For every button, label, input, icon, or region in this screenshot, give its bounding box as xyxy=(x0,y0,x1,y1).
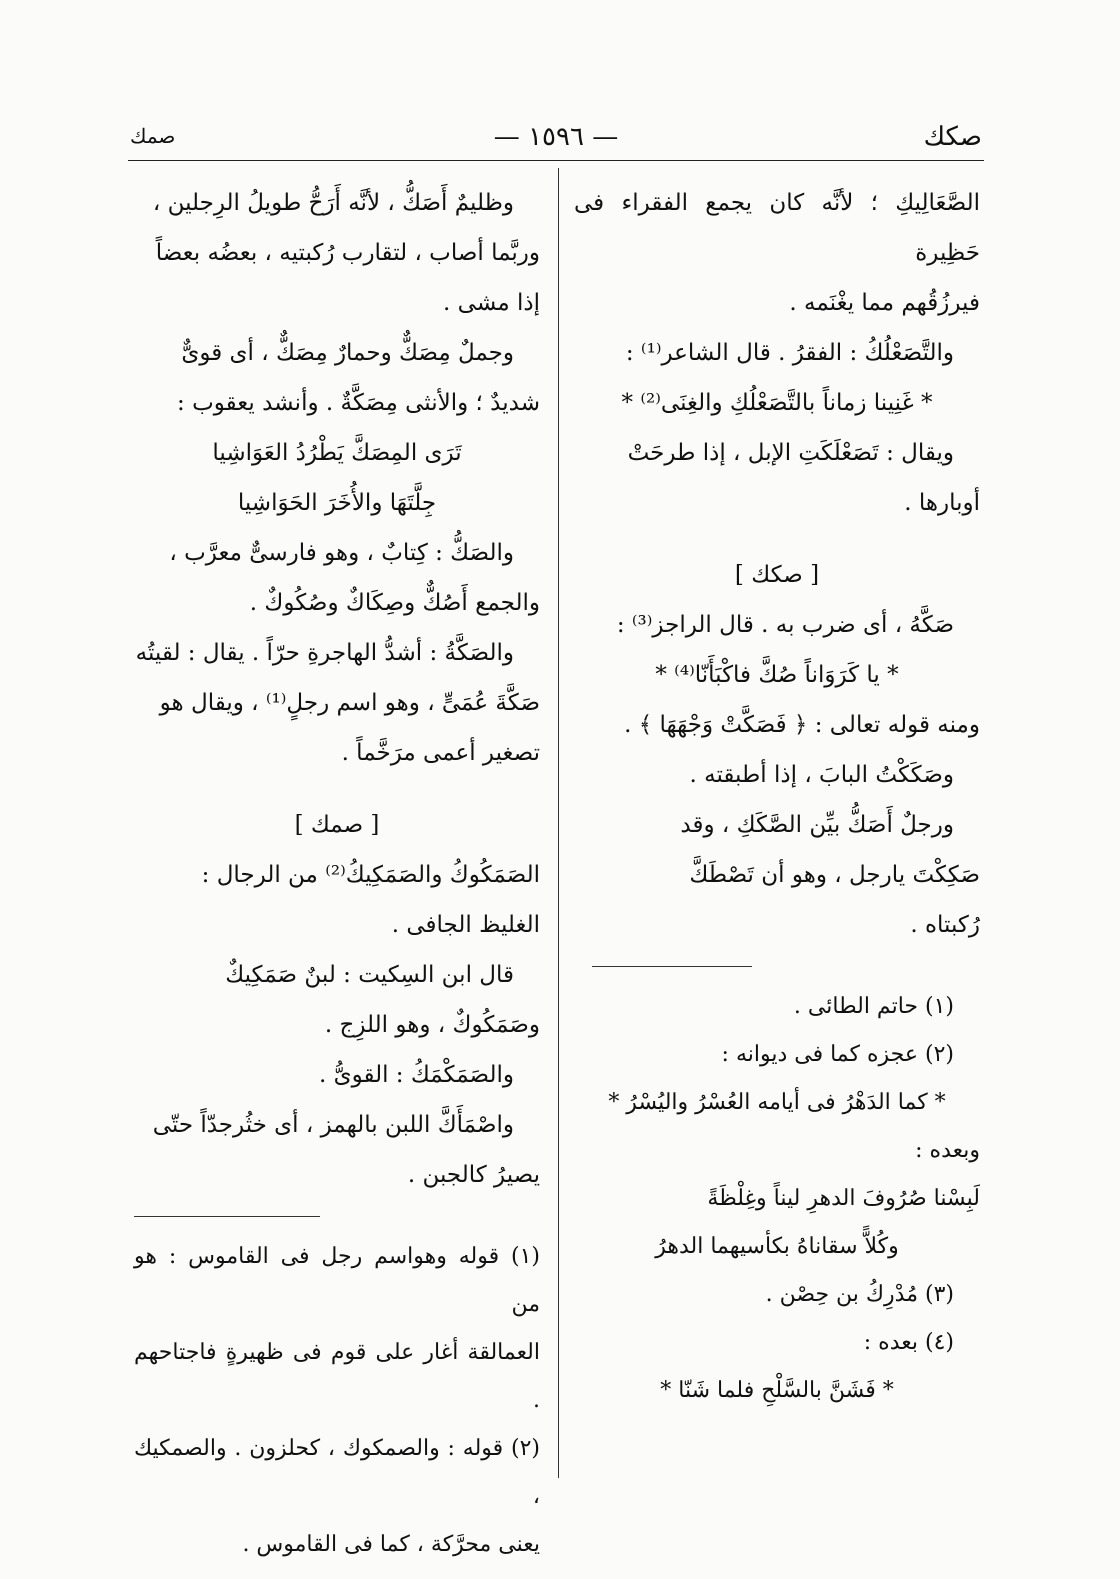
text-line: الصَمَكُوكُ والصَمَكِيكُ⁽²⁾ من الرجال : xyxy=(201,862,540,888)
footnote: (٢) قوله : والصمكوك ، كحلزون . والصمكيك ، xyxy=(134,1436,540,1509)
header-rule xyxy=(128,160,984,161)
text-line: صَكَّةَ عُمَىٍّ ، وهو اسم رجلٍ⁽¹⁾ ، ويقال هو xyxy=(159,690,540,716)
text-line: تصغير أعمى مرَخَّماً . xyxy=(341,740,540,766)
text-line: إذا مشى . xyxy=(443,290,540,316)
footnote: العمالقة أغار على قوم فى ظهيرةٍ فاجتاحهم . xyxy=(134,1340,540,1413)
footnote-verse: * كما الدَهْرُ فى أيامه العُسْرُ واليُسْرُ * xyxy=(608,1090,946,1115)
footnote: (١) حاتم الطائى . xyxy=(793,994,954,1019)
text-line: ويقال : تَصَعْلَكَتِ الإبل ، إذا طرحَتْ xyxy=(627,440,954,466)
page-number: — ١٥٩٦ — xyxy=(493,122,619,152)
text-line: رُكبتاه . xyxy=(910,912,980,938)
page-header xyxy=(130,122,982,158)
footnote: (٤) بعده : xyxy=(863,1330,954,1355)
text-line: والصَكُّ : كِتابٌ ، وهو فارسىٌّ معرَّب ، xyxy=(169,540,514,566)
text-line: قال ابن السِكيت : لبنٌ صَمَكِيكٌ xyxy=(225,962,514,988)
footnote: وبعده : xyxy=(915,1138,980,1163)
text-line: والصَمَكْمَكُ : القوىُّ . xyxy=(318,1062,514,1088)
text-line: وظليمٌ أَصَكُّ ، لأنَّه أَرَحُّ طويلُ الرِجلين ، xyxy=(152,190,514,216)
text-line: الصَّعَالِيكِ ؛ لأنَّه كان يجمع الفقراء فى حَظِيرة xyxy=(574,190,980,266)
header-right-word: صكك xyxy=(923,122,982,152)
verse-line: جِلَّتَهَا والأُخَرَ الحَوَاشِيا xyxy=(237,490,437,516)
footnote: (٢) عجزه كما فى ديوانه : xyxy=(721,1042,954,1067)
left-column xyxy=(134,178,540,1569)
footnote: (١) قوله وهواسم رجل فى القاموس : هو من xyxy=(134,1244,540,1317)
footnote-verse: لَبِسْنا صُرُوفَ الدهرِ ليناً وغِلْظَةً xyxy=(707,1186,980,1211)
footnote-verse: * فَشَنَّ بالسَّلْحِ فلما شَنّا * xyxy=(660,1378,894,1403)
header-left-word: صمك xyxy=(130,124,176,148)
text-line: الغليظ الجافى . xyxy=(391,912,540,938)
text-line: وصَكَكْتُ البابَ ، إذا أطبقته . xyxy=(689,762,954,788)
text-line: صَكَّهُ ، أى ضرب به . قال الراجز⁽³⁾ : xyxy=(616,612,954,638)
footnote-rule xyxy=(592,966,752,967)
footnote-rule xyxy=(134,1216,320,1217)
text-line: صَكِكْتَ يارجل ، وهو أن تَصْطَكَّ xyxy=(689,862,980,888)
verse-line: تَرَى المِصَكَّ يَطْرُدُ العَوَاشِيا xyxy=(212,440,462,466)
text-line: شديدٌ ؛ والأنثى مِصَكَّةٌ . وأنشد يعقوب : xyxy=(177,390,540,416)
footnote-verse: وكُلاًّ سقاناهُ بكأسيهما الدهرُ xyxy=(655,1234,899,1259)
text-line: ومنه قوله تعالى : ﴿ فَصَكَّتْ وَجْهَهَا ﴾ . xyxy=(624,712,980,738)
column-divider xyxy=(558,168,559,1478)
text-line: والصَكَّةُ : أشدُّ الهاجرةِ حرّاً . يقال : لقيتُه xyxy=(135,640,514,666)
entry-heading: [ صكك ] xyxy=(734,562,820,588)
entry-heading: [ صمك ] xyxy=(294,812,380,838)
text-line: وربَّما أصاب ، لتقارب رُكبتيه ، بعضُه بعضاً xyxy=(155,240,540,266)
text-line: وجملٌ مِصَكٌّ وحمارٌ مِصَكٌّ ، أى قوىٌّ xyxy=(181,340,514,366)
text-line: ورجلٌ أَصَكُّ بيِّن الصَّكَكِ ، وقد xyxy=(680,812,954,838)
footnote: (٣) مُدْرِكُ بن حِصْن . xyxy=(765,1282,954,1307)
text-line: فيرزُقُهم مما يغْنَمه . xyxy=(789,290,980,316)
text-line: واصْمَأَكَّ اللبن بالهمز ، أى خثُرجدّاً حتّى xyxy=(152,1112,514,1138)
text-line: والتَّصَعْلُكُ : الفقرُ . قال الشاعر⁽¹⁾ : xyxy=(625,340,954,366)
text-line: يصيرُ كالجبن . xyxy=(407,1162,540,1188)
right-column xyxy=(574,178,980,1415)
text-line: أوبارها . xyxy=(904,490,980,516)
footnote: يعنى محرَّكة ، كما فى القاموس . xyxy=(242,1532,540,1557)
verse-line: * غَنِينا زماناً بالتَّصَعْلُكِ والغِنَى⁽²⁾ * xyxy=(621,390,933,416)
verse-line: * يا كَرَوَاناً صُكَّ فاكْبَأَنّا⁽⁴⁾ * xyxy=(655,662,899,688)
text-line: والجمع أَصُكٌّ وصِكَاكٌ وصُكُوكٌ . xyxy=(249,590,540,616)
text-line: وصَمَكُوكٌ ، وهو اللزِج . xyxy=(324,1012,540,1038)
